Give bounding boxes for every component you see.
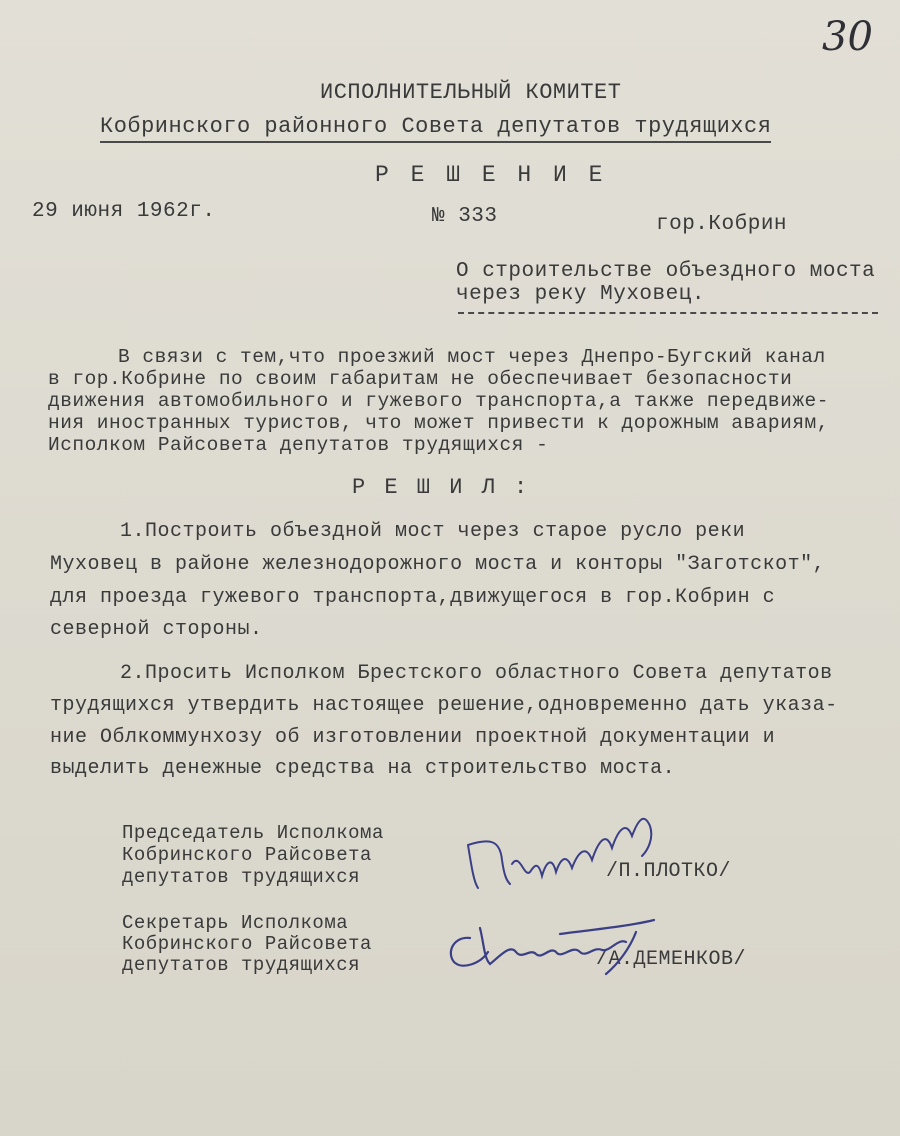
chairman-title-line: Председатель Исполкома xyxy=(122,822,384,844)
chairman-title-line: депутатов трудящихся xyxy=(122,866,361,888)
chairman-name: /П.ПЛОТКО/ xyxy=(606,860,732,883)
chairman-title-line: Кобринского Райсовета xyxy=(122,844,372,866)
point-2-line: трудящихся утвердить настоящее решение,одновременно дать указа- xyxy=(50,694,838,717)
subject-line-1: О строительстве объездного моста xyxy=(456,260,876,283)
secretary-title-line: депутатов трудящихся xyxy=(122,954,361,976)
preamble-line: в гор.Кобрине по своим габаритам не обеспечивает безопасности xyxy=(48,368,793,390)
chairman-signature xyxy=(460,790,670,900)
decision-number: № 333 xyxy=(432,205,498,228)
point-2-line: 2.Просить Исполком Брестского областного Совета депутатов xyxy=(120,662,833,685)
point-2-line: выделить денежные средства на строительство моста. xyxy=(50,757,676,780)
subject-line-2: через реку Муховец. xyxy=(456,283,705,306)
secretary-name: /А.ДЕМЕНКОВ/ xyxy=(596,948,747,971)
point-1-line: для проезда гужевого транспорта,движущегося в гор.Кобрин с xyxy=(50,586,776,609)
preamble-line: ния иностранных туристов, что может привести к дорожным авариям, xyxy=(48,412,829,434)
header-council: Кобринского районного Совета депутатов трудящихся xyxy=(100,114,771,143)
secretary-title-line: Кобринского Райсовета xyxy=(122,933,372,955)
preamble-line: движения автомобильного и гужевого транспорта,а также передвиже- xyxy=(48,390,829,412)
point-1-line: Муховец в районе железнодорожного моста и конторы "Заготскот", xyxy=(50,553,826,576)
header-committee: ИСПОЛНИТЕЛЬНЫЙ КОМИТЕТ xyxy=(320,80,622,105)
secretary-title-line: Секретарь Исполкома xyxy=(122,912,349,934)
decision-date: 29 июня 1962г. xyxy=(32,200,216,223)
preamble-line: Исполком Райсовета депутатов трудящихся - xyxy=(48,434,549,456)
preamble-line: В связи с тем,что проезжий мост через Днепро-Бугский канал xyxy=(118,346,826,368)
subject-dashed-rule xyxy=(458,312,878,314)
secretary-signature xyxy=(440,908,670,978)
point-2-line: ние Облкоммунхозу об изготовлении проектной документации и xyxy=(50,726,776,749)
point-1-line: 1.Построить объездной мост через старое русло реки xyxy=(120,520,746,543)
decision-place: гор.Кобрин xyxy=(656,213,788,236)
resolved-heading: Р Е Ш И Л : xyxy=(352,475,531,500)
page-number: 30 xyxy=(822,14,873,60)
point-1-line: северной стороны. xyxy=(50,618,263,641)
decision-title: Р Е Ш Е Н И Е xyxy=(375,162,607,188)
